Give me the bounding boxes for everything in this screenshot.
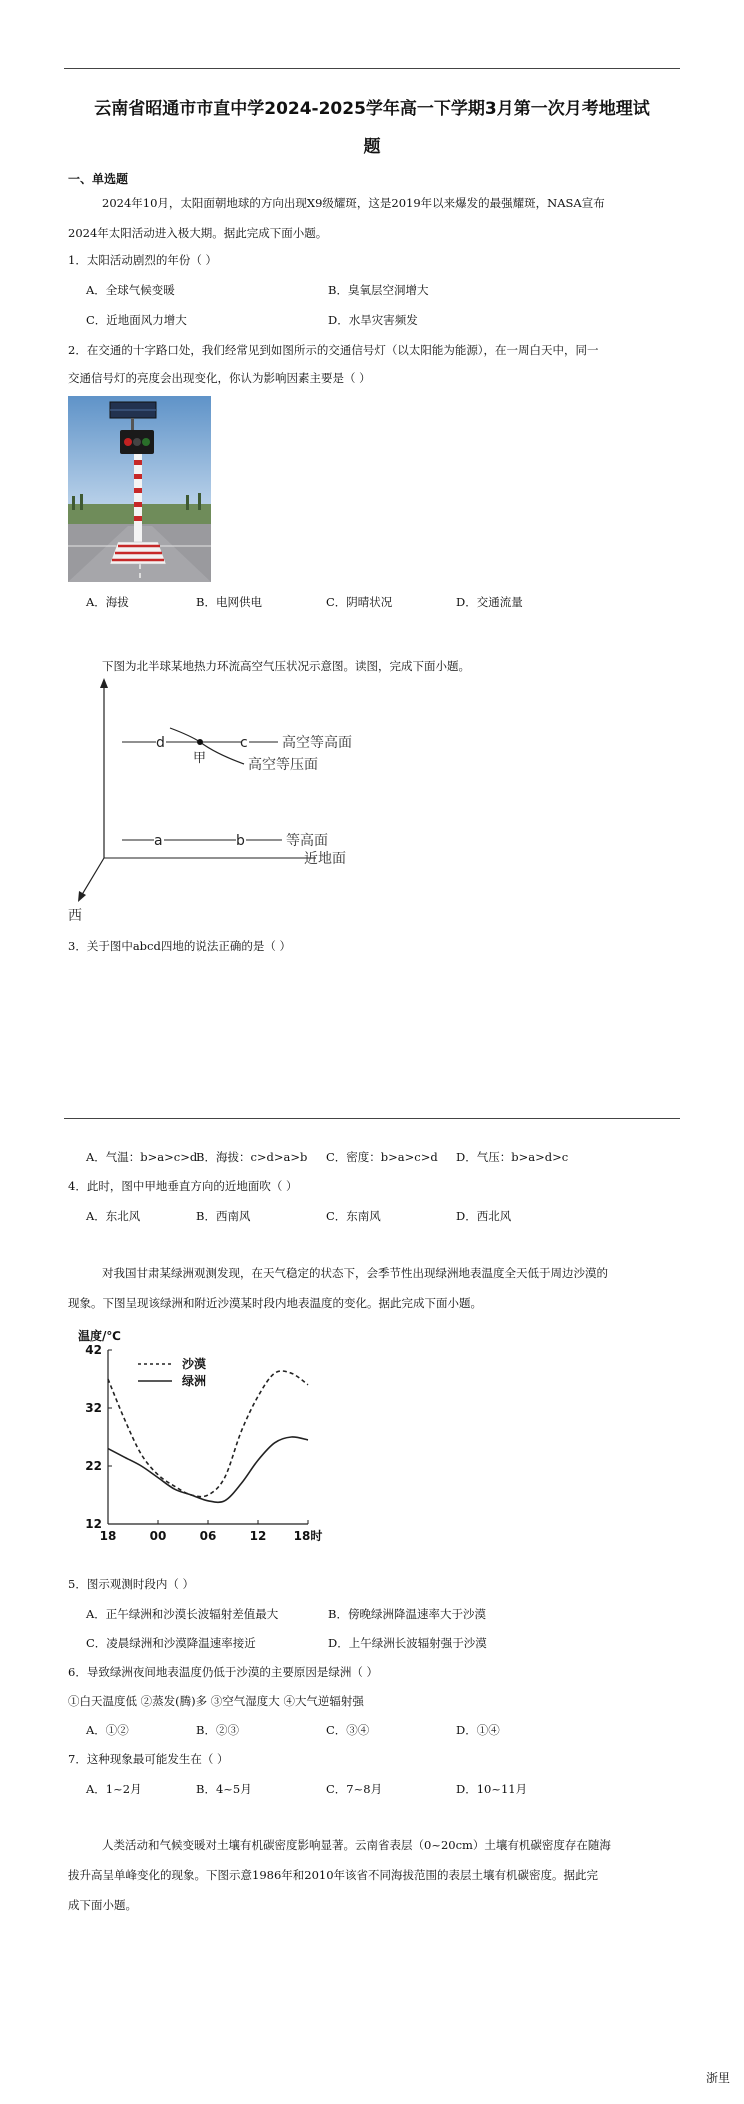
chart-y-label: 温度/℃: [78, 1329, 121, 1343]
label-a: a: [154, 833, 163, 849]
question-1-stem: 1．太阳活动剧烈的年份（ ）: [68, 253, 217, 267]
question-4-option-b[interactable]: B．西南风: [196, 1209, 251, 1223]
question-6-option-c[interactable]: C．③④: [326, 1723, 370, 1737]
traffic-light-photo: [68, 396, 211, 582]
question-6-option-a[interactable]: A．①②: [86, 1723, 129, 1737]
y-tick-label: 22: [85, 1459, 102, 1473]
page-break-rule: [64, 1118, 680, 1119]
question-7-stem: 7．这种现象最可能发生在（ ）: [68, 1752, 229, 1766]
question-3-stem: 3．关于图中abcd四地的说法正确的是（ ）: [68, 939, 291, 953]
page-title-line2: 题: [363, 137, 381, 157]
legend-desert-label: 沙漠: [182, 1357, 207, 1371]
question-2-stem-line2: 交通信号灯的亮度会出现变化，你认为影响因素主要是（ ）: [68, 371, 371, 385]
question-2-option-d[interactable]: D．交通流量: [456, 595, 523, 609]
label-west: 西: [68, 908, 82, 924]
question-6-option-b[interactable]: B．②③: [196, 1723, 239, 1737]
passage-1-line2: 2024年太阳活动进入极大期。据此完成下面小题。: [68, 226, 328, 240]
label-jia: 甲: [193, 751, 207, 766]
series-oasis-line: [108, 1437, 308, 1502]
section-heading: 一、单选题: [68, 172, 129, 186]
temperature-chart: [70, 1326, 370, 1556]
question-6-stem: 6．导致绿洲夜间地表温度仍低于沙漠的主要原因是绿洲（ ）: [68, 1665, 378, 1679]
question-5-option-b[interactable]: B．傍晚绿洲降温速率大于沙漠: [328, 1607, 486, 1621]
question-4-option-a[interactable]: A．东北风: [86, 1209, 141, 1223]
label-contour: 等高面: [286, 833, 328, 849]
question-6-items: ①白天温度低 ②蒸发(腾)多 ③空气湿度大 ④大气逆辐射强: [68, 1694, 364, 1708]
x-tick-label: 18: [99, 1529, 117, 1543]
question-1-option-a[interactable]: A．全球气候变暖: [86, 283, 175, 297]
question-3-option-b[interactable]: B．海拔：c>d>a>b: [196, 1150, 308, 1164]
x-tick-label: 06: [199, 1529, 217, 1543]
question-2-stem-line1: 2．在交通的十字路口处，我们经常见到如图所示的交通信号灯（以太阳能为能源），在一周白天中，同一: [68, 343, 599, 357]
question-3-option-c[interactable]: C．密度：b>a>c>d: [326, 1150, 438, 1164]
passage-1-line1: 2024年10月，太阳面朝地球的方向出现X9级耀斑，这是2019年以来爆发的最强耀斑，NASA宣布: [102, 196, 605, 210]
question-5-stem: 5．图示观测时段内（ ）: [68, 1577, 194, 1591]
thermal-circulation-diagram: [66, 672, 396, 926]
series-desert-line: [108, 1371, 308, 1497]
y-tick-label: 42: [85, 1343, 102, 1357]
high-isobar-curve: [170, 728, 244, 764]
question-2-option-c[interactable]: C．阴晴状况: [326, 595, 393, 609]
legend-oasis-label: 绿洲: [182, 1374, 207, 1388]
passage-3-line1: 对我国甘肃某绿洲观测发现，在天气稳定的状态下，会季节性出现绿洲地表温度全天低于周边沙漠的: [102, 1266, 608, 1280]
passage-4-line1: 人类活动和气候变暖对土壤有机碳密度影响显著。云南省表层（0~20cm）土壤有机碳密度存在随海: [102, 1838, 611, 1852]
top-rule: [64, 68, 680, 69]
page-footer: 浙里: [705, 2071, 730, 2085]
question-7-option-a[interactable]: A．1~2月: [86, 1782, 142, 1796]
question-7-option-d[interactable]: D．10~11月: [456, 1782, 528, 1796]
question-4-stem: 4．此时，图中甲地垂直方向的近地面吹（ ）: [68, 1179, 298, 1193]
label-b: b: [236, 833, 245, 849]
west-axis-arrow: [78, 891, 86, 902]
question-3-option-a[interactable]: A．气温：b>a>c>d: [86, 1150, 198, 1164]
y-tick-label: 32: [85, 1401, 102, 1415]
west-axis: [80, 858, 104, 898]
y-tick-label: 12: [85, 1517, 102, 1531]
question-5-option-c[interactable]: C．凌晨绿洲和沙漠降温速率接近: [86, 1636, 256, 1650]
question-1-option-d[interactable]: D．水旱灾害频发: [328, 313, 418, 327]
question-2-option-b[interactable]: B．电网供电: [196, 595, 262, 609]
passage-4-line3: 成下面小题。: [68, 1898, 137, 1912]
question-7-option-b[interactable]: B．4~5月: [196, 1782, 252, 1796]
question-1-option-b[interactable]: B．臭氧层空洞增大: [328, 283, 429, 297]
question-1-option-c[interactable]: C．近地面风力增大: [86, 313, 187, 327]
vertical-axis-arrow: [100, 678, 108, 688]
x-tick-label: 12: [249, 1529, 267, 1543]
x-tick-label: 18时: [293, 1529, 323, 1543]
passage-4-line2: 拔升高呈单峰变化的现象。下图示意1986年和2010年该省不同海拔范围的表层土壤有机碳密度。据此完: [68, 1868, 599, 1882]
question-5-option-d[interactable]: D．上午绿洲长波辐射强于沙漠: [328, 1636, 487, 1650]
question-4-option-d[interactable]: D．西北风: [456, 1209, 512, 1223]
label-c: c: [240, 735, 248, 751]
label-d: d: [156, 735, 165, 751]
point-jia: [197, 739, 203, 745]
label-high-contour: 高空等高面: [282, 735, 352, 751]
page-title-line1: 云南省昭通市市直中学2024-2025学年高一下学期3月第一次月考地理试: [94, 99, 650, 119]
x-tick-label: 00: [149, 1529, 167, 1543]
question-6-option-d[interactable]: D．①④: [456, 1723, 500, 1737]
question-4-option-c[interactable]: C．东南风: [326, 1209, 381, 1223]
passage-3-line2: 现象。下图呈现该绿洲和附近沙漠某时段内地表温度的变化。据此完成下面小题。: [68, 1296, 482, 1310]
passage-2: 下图为北半球某地热力环流高空气压状况示意图。读图，完成下面小题。: [102, 659, 470, 673]
label-high-isobar: 高空等压面: [248, 757, 318, 773]
question-2-option-a[interactable]: A．海拔: [86, 595, 129, 609]
question-5-option-a[interactable]: A．正午绿洲和沙漠长波辐射差值最大: [86, 1607, 279, 1621]
label-ground: 近地面: [304, 851, 346, 867]
question-7-option-c[interactable]: C．7~8月: [326, 1782, 383, 1796]
question-3-option-d[interactable]: D．气压：b>a>d>c: [456, 1150, 569, 1164]
